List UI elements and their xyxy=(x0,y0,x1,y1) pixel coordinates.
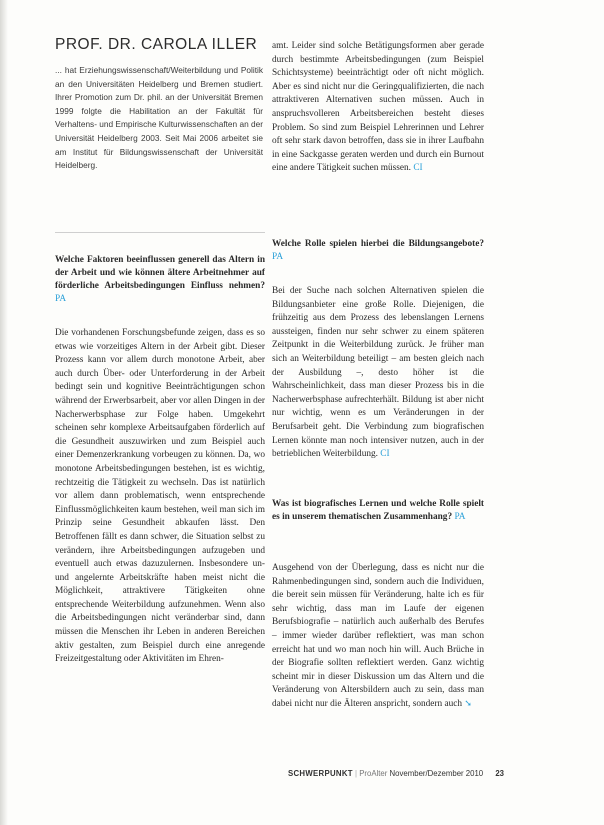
answer-1-continued-text: amt. Leider sind solche Betätigungsformen aber gerade durch bestimmte Arbeitsbedingungen (zum Beispiel Schichtsysteme) beeinträchtigt oder oft nicht möglich. Aber es sind nicht nur die Geringqualifizierten, die nach attraktiveren Alternativen suchen müssen. Auch in anspruchsvolleren Arbeitsbereichen besteht dieses Problem. So sind zum Beispiel Lehrerinnen und Lehrer oft sehr stark davon betroffen, dass sie in ihrer Laufbahn in eine Sackgasse geraten werden und durch ein Burnout eine andere Tätigkeit suchen müssen. xyxy=(272,41,484,174)
page-number: 23 xyxy=(495,769,504,778)
footer-section: SCHWERPUNKT xyxy=(288,769,353,778)
question-1-text: Welche Faktoren beeinflussen generell das Altern in der Arbeit und wie können ältere Arbeitnehmer auf förderliche Arbeitsbedingungen Einfluss nehmen? xyxy=(55,255,265,291)
interview-answer-3 xyxy=(272,562,484,712)
interview-question-2 xyxy=(272,238,484,264)
question-2-text: Welche Rolle spielen hierbei die Bildungsangebote? xyxy=(272,239,484,249)
page-gutter-shadow xyxy=(0,0,8,825)
author-name: PROF. DR. CAROLA ILLER xyxy=(55,36,258,53)
interviewee-initials: CI xyxy=(380,449,390,460)
answer-2-text: Bei der Suche nach solchen Alternativen spielen die Bildungsanbieter eine große Rolle. Diejenigen, die frühzeitig aus dem Prozess des lebenslangen Lernens aussteigen, finden nur sehr schwer zu einem späteren Zeitpunkt in die Weiterbildung zurück. Je früher man sich an Weiterbildung beteiligt – am besten gleich nach der Ausbildung –, desto höher ist die Wahrscheinlichkeit, dass man dieser Prozess bis in die Nacherwerbsphase aufrechterhält. Bildung ist aber nicht nur wichtig, wenn es um Veränderungen in der Berufsarbeit geht. Die Verbindung zum biografischen Lernen könnte man noch intensiver nutzen, auch in der betrieblichen Weiterbildung. xyxy=(272,286,484,460)
footer-issue: November/Dezember 2010 xyxy=(389,769,484,778)
footer-magazine: ProAlter xyxy=(359,769,388,778)
interview-answer-2 xyxy=(272,285,484,462)
interviewer-initials: PA xyxy=(55,294,67,304)
interview-question-1 xyxy=(55,254,265,306)
interviewer-initials: PA xyxy=(454,512,466,522)
footer-separator: | xyxy=(354,769,358,778)
interview-answer-1-continued xyxy=(272,40,484,176)
interviewee-initials: CI xyxy=(413,163,423,174)
continue-arrow-icon: ➘ xyxy=(464,698,472,709)
answer-3-text: Ausgehend von der Überlegung, dass es nicht nur die Rahmenbedingungen sind, sondern auch die Individuen, die bereit sein müssen für Veränderung, halte ich es für sehr wichtig, dass man im Laufe der eigenen Berufsbiografie – natürlich auch außerhalb des Berufes – immer wieder darüber reflektiert, was man schon erreicht hat und wo man noch hin will. Auch Brüche in der Biografie sollten reflektiert werden. Ganz wichtig scheint mir in dieser Diskussion um das Altern und die Veränderung von Altersbildern auch zu sein, dass man dabei nicht nur die Älteren anspricht, sondern auch xyxy=(272,563,484,709)
page-footer xyxy=(288,769,558,778)
interviewer-initials: PA xyxy=(272,252,284,262)
question-3-text: Was ist biografisches Lernen und welche Rolle spielt es in unserem thematischen Zusammenhang? xyxy=(272,499,484,522)
author-bio: ... hat Erziehungswissenschaft/Weiterbildung und Politik an den Universitäten Heidelberg und Bremen studiert. Ihrer Promotion zum Dr. phil. an der Universität Bremen 1999 folgte die Habilitation an der Fakultät für Verhaltens- und Empirische Kulturwissenschaften an der Universität Heidelberg 2003. Seit Mai 2006 arbeitet sie am Institut für Bildungswissenschaft der Universität Heidelberg. xyxy=(55,65,263,171)
section-divider xyxy=(55,232,265,233)
interview-answer-1: Die vorhandenen Forschungsbefunde zeigen, dass es so etwas wie vorzeitiges Altern in der Arbeit gibt. Dieser Prozess kann vor allem durch monotone Arbeit, aber auch durch Über- oder Unterforderung in der Arbeit bedingt sein und kognitive Beeinträchtigungen schon während der Erwerbsarbeit, aber vor allen Dingen in der Nacherwerbsphase zur Folge haben. Umgekehrt scheinen sehr komplexe Arbeitsaufgaben förderlich auf die Gesundheit auszuwirken und zum Beispiel auch einer Demenzerkrankung vorbeugen zu können. Da, wo monotone Arbeitsbedingungen bestehen, ist es wichtig, rechtzeitig die Tätigkeit zu wechseln. Das ist natürlich vor allem dann problematisch, wenn entsprechende Einflussmöglichkeiten kaum bestehen, weil man sich im Prinzip seine Gesundheit abkaufen lässt. Den Betroffenen fällt es dann schwer, die Situation selbst zu verändern, ihre Arbeitsbedingungen aufzugeben und eventuell auch etwas dazuzulernen. Insbesondere un- und angelernte Arbeitskräfte haben meist nicht die Möglichkeit, attraktivere Tätigkeiten ohne entsprechende Weiterbildung aufzunehmen. Wenn also die Arbeitsbedingungen nicht veränderbar sind, dann müssen die Menschen ihr Leben in anderen Bereichen aktiv gestalten, zum Beispiel durch eine anregende Freizeitgestaltung oder Aktivitäten im Ehren- xyxy=(55,328,265,665)
interview-question-3 xyxy=(272,498,484,524)
